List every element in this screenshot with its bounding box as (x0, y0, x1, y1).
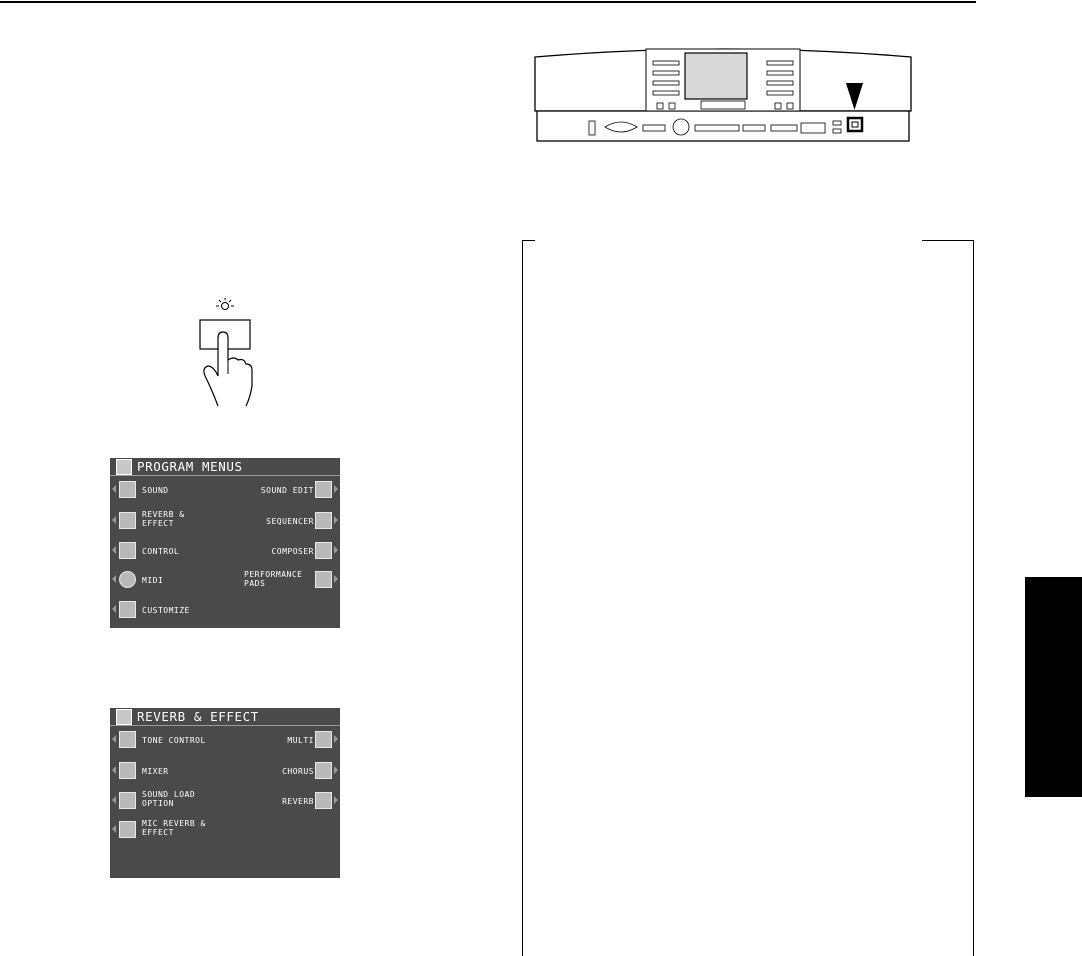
mixer-icon[interactable] (119, 762, 136, 779)
music-note-icon[interactable] (119, 481, 136, 498)
left-arrow-icon (112, 575, 116, 583)
screen-title-bar (110, 458, 340, 476)
left-arrow-icon (112, 735, 116, 743)
left-arrow-icon (112, 766, 116, 774)
keyboard-icon[interactable] (119, 542, 136, 559)
left-arrow-icon (112, 605, 116, 613)
sound-edit-icon[interactable] (315, 481, 332, 498)
menu-item-reverb[interactable]: REVERB (282, 797, 314, 806)
left-arrow-icon (112, 825, 116, 833)
menu-item-sequencer[interactable]: SEQUENCER (266, 517, 314, 526)
screen-title-bar (110, 708, 340, 726)
menu-item-sound-edit[interactable]: SOUND EDIT (260, 486, 314, 495)
tone-control-icon[interactable] (119, 731, 136, 748)
top-rule (0, 1, 976, 3)
right-arrow-icon (334, 516, 338, 524)
reverb-effect-screen: REVERB & EFFECT TONE CONTROL MIXER SOUND LOAD OPTION MIC REVERB & EFFECT MULTI CHORUS REVERB (110, 708, 340, 878)
button-press-illustration (188, 298, 260, 408)
menu-item-composer[interactable]: COMPOSER (271, 547, 314, 556)
sequencer-icon[interactable] (315, 512, 332, 529)
left-arrow-icon (112, 485, 116, 493)
right-arrow-icon (334, 796, 338, 804)
sound-load-icon[interactable] (119, 792, 136, 809)
left-arrow-icon (112, 796, 116, 804)
reverb-icon[interactable] (315, 792, 332, 809)
program-menus-icon (116, 459, 132, 475)
right-arrow-icon (334, 766, 338, 774)
screen-title: PROGRAM MENUS (137, 459, 243, 474)
menu-item-chorus[interactable]: CHORUS (282, 767, 314, 776)
performance-pads-icon[interactable] (315, 571, 332, 588)
program-menus-screen: PROGRAM MENUS SOUND REVERB & EFFECT CONTROL MIDI CUSTOMIZE SOUND EDIT SEQUENCER COMPOSER PERFORMANCE PADS (110, 458, 340, 628)
effect-rack-icon[interactable] (119, 512, 136, 529)
chorus-icon[interactable] (315, 762, 332, 779)
note-box-title-gap (535, 239, 922, 243)
composer-icon[interactable] (315, 542, 332, 559)
screen-title: REVERB & EFFECT (137, 709, 259, 724)
customize-icon[interactable] (119, 601, 136, 618)
menu-item-multi[interactable]: MULTI (287, 736, 314, 745)
microphone-icon[interactable] (119, 821, 136, 838)
right-arrow-icon (334, 485, 338, 493)
left-arrow-icon (112, 546, 116, 554)
midi-plug-icon[interactable] (119, 571, 136, 588)
right-arrow-icon (334, 575, 338, 583)
section-tab (1025, 577, 1082, 797)
note-box (522, 240, 974, 956)
reverb-effect-icon (116, 709, 132, 725)
multi-effect-icon[interactable] (315, 731, 332, 748)
menu-item-performance-pads[interactable]: PERFORMANCE PADS (244, 570, 303, 588)
keyboard-panel-illustration (533, 43, 913, 143)
right-arrow-icon (334, 735, 338, 743)
left-arrow-icon (112, 516, 116, 524)
right-arrow-icon (334, 546, 338, 554)
